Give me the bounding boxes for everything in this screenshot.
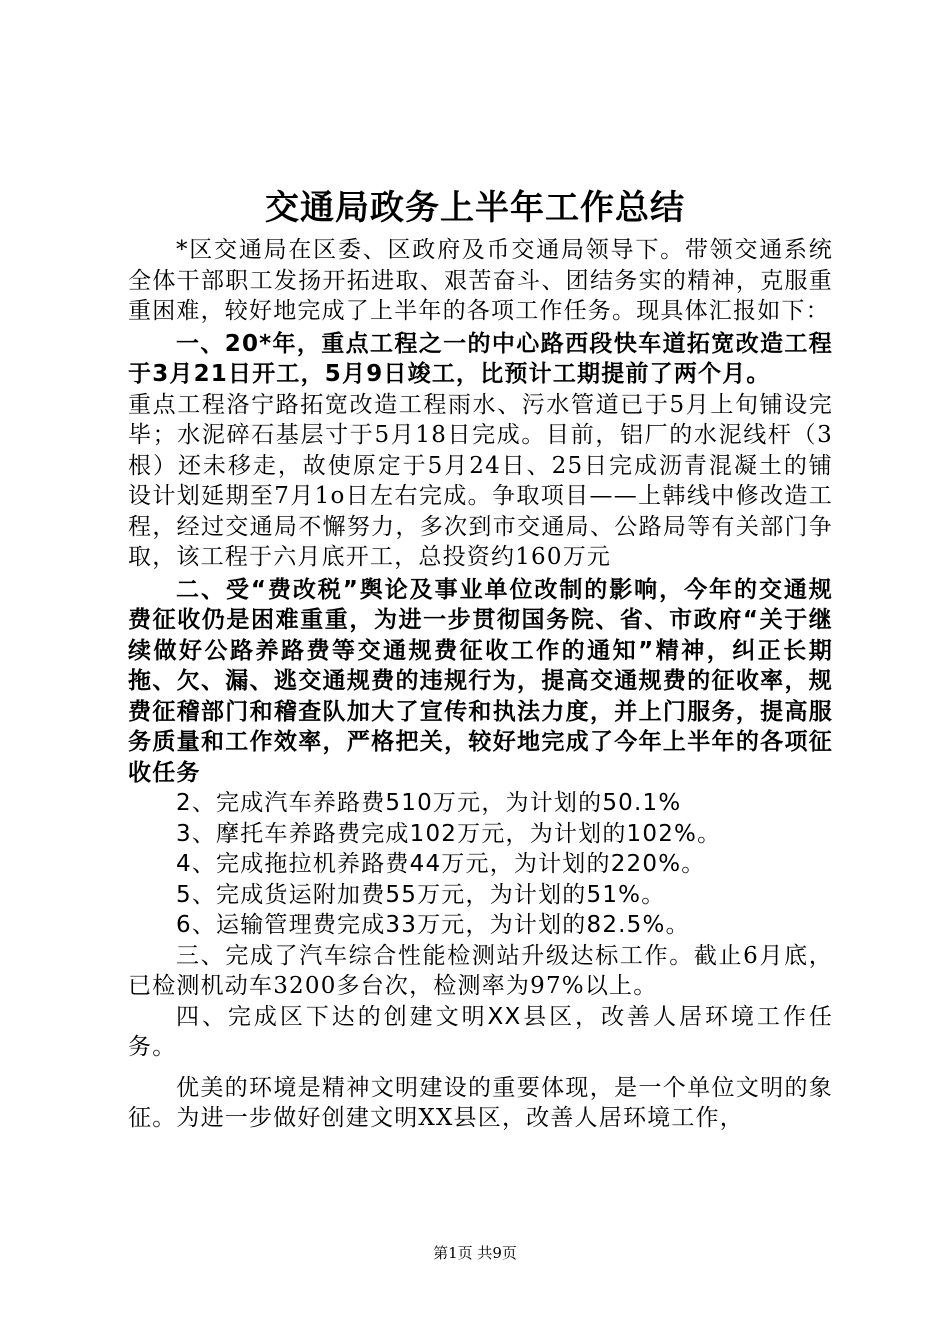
list-item-vehicle-fee: 2、完成汽车养路费510万元，为计划的50.1% [176,790,682,816]
paragraph-key-projects: 重点工程洛宁路拓宽改造工程雨水、污水管道已于5月上旬铺设完毕；水泥碎石基层寸于5月18日完成。目前，铝厂的水泥线杆（3根）还未移走，故使原定于5月24日、25日完成沥青混凝土的铺设计划延期至7月1o日左右完成。争取项目——上韩线中修改造工程，经过交通局不懈努力，多次到市交通局、公路局等有关部门争取，该工程于六月底开工，总投资约160万元 [128,391,833,570]
paragraph-environment: 优美的环境是精神文明建设的重要体现，是一个单位文明的象征。为进一步做好创建文明XX县区，改善人居环境工作， [128,1074,833,1131]
paragraph-section-two: 二、受“费改税”舆论及事业单位改制的影响，今年的交通规费征收仍是困难重重，为进一步贯彻国务院、省、市政府“关于继续做好公路养路费等交通规费征收工作的通知”精神，纠正长期拖、欠、漏、逃交通规费的违规行为，提高交通规费的征收率，规费征稽部门和稽查队加大了宣传和执法力度，并上门服务，提高服务质量和工作效率，严格把关，较好地完成了今年上半年的各项征收任务 [128,576,833,786]
paragraph-intro: *区交通局在区委、区政府及币交通局领导下。带领交通系统全体干部职工发扬开拓进取、艰苦奋斗、团结务实的精神，克服重重困难，较好地完成了上半年的各项工作任务。现具体汇报如下： [128,237,833,324]
page-footer: 第1页 共9页 [433,1244,517,1262]
paragraph-section-three: 三、完成了汽车综合性能检测站升级达标工作。截止6月底，已检测机动车3200多台次，检测率为97%以上。 [128,942,833,999]
list-item-transport-management-fee: 6、运输管理费完成33万元，为计划的82.5%。 [176,912,690,938]
paragraph-section-one: 一、20*年，重点工程之一的中心路西段快车道拓宽改造工程于3月21日开工，5月9日竣工，比预计工期提前了两个月。 [128,330,833,387]
document-title: 交通局政务上半年工作总结 [265,188,685,228]
document-body [128,235,833,1134]
list-item-tractor-fee: 4、完成拖拉机养路费44万元，为计划的220%。 [176,851,706,877]
list-item-motorcycle-fee: 3、摩托车养路费完成102万元，为计划的102%。 [176,820,722,847]
list-item-freight-surcharge: 5、完成货运附加费55万元，为计划的51%。 [176,881,666,908]
paragraph-section-four: 四、完成区下达的创建文明XX县区，改善人居环境工作任务。 [128,1003,833,1060]
